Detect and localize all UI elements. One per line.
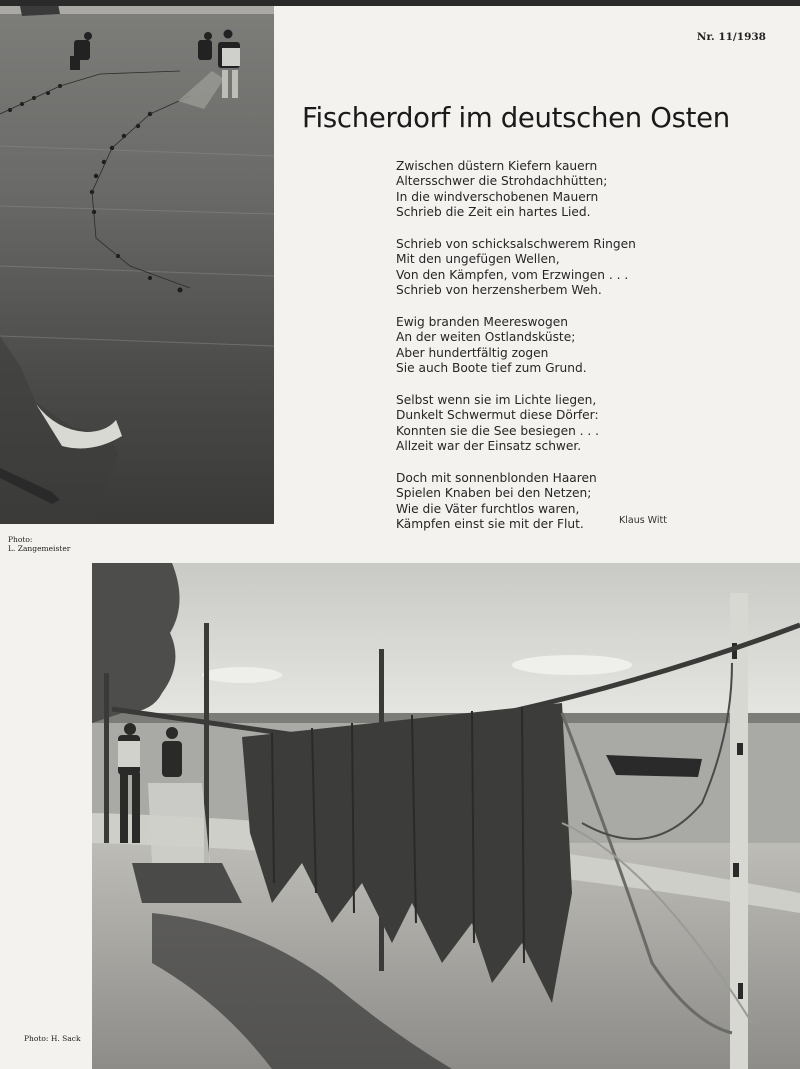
poem-line: Mit den ungefügen Wellen, [396,252,560,267]
poem-stanza [396,159,696,221]
poem-line: Wie die Väter furchtlos waren, [396,501,580,516]
poem-line: Konnten sie die See besiegen . . . [396,423,600,438]
photo-credit-top [8,535,70,553]
poem-line: Allzeit war der Einsatz schwer. [396,438,582,453]
photo-credit-bottom: Photo: H. Sack [24,1034,81,1043]
poem-stanza [396,237,696,299]
drying-nets-photo [92,563,800,1069]
poem-line: An der weiten Ostlandsküste; [396,330,576,345]
poem-line: Sie auch Boote tief zum Grund. [396,361,587,376]
poem-stanza [396,315,696,377]
photo-credit-name: L. Zangemeister [8,544,71,553]
poem-line: Dunkelt Schwermut diese Dörfer: [396,408,599,423]
poem-author: Klaus Witt [619,515,667,526]
issue-number: Nr. 11/1938 [696,31,766,43]
poem [396,159,696,549]
photo-credit-label: Photo: [8,535,33,544]
poem-line: Ewig branden Meereswogen [396,314,568,329]
poem-line: Von den Kämpfen, vom Erzwingen . . . [396,267,629,282]
poem-line: Spielen Knaben bei den Netzen; [396,486,592,501]
article-title: Fischerdorf im deutschen Osten [302,102,730,134]
poem-line: Altersschwer die Strohdachhütten; [396,174,608,189]
poem-line: Selbst wenn sie im Lichte liegen, [396,392,597,407]
poem-line: Doch mit sonnenblonden Haaren [396,470,597,485]
poem-line: Kämpfen einst sie mit der Flut. [396,516,584,531]
poem-line: Aber hundertfältig zogen [396,345,549,360]
poem-line: Schrieb die Zeit ein hartes Lied. [396,205,591,220]
fishermen-net-photo [0,6,274,524]
poem-line: Schrieb von schicksalschwerem Ringen [396,236,636,251]
poem-line: In die windverschobenen Mauern [396,189,599,204]
poem-line: Zwischen düstern Kiefern kauern [396,159,598,173]
poem-stanza [396,393,696,455]
poem-line: Schrieb von herzensherbem Weh. [396,283,602,298]
